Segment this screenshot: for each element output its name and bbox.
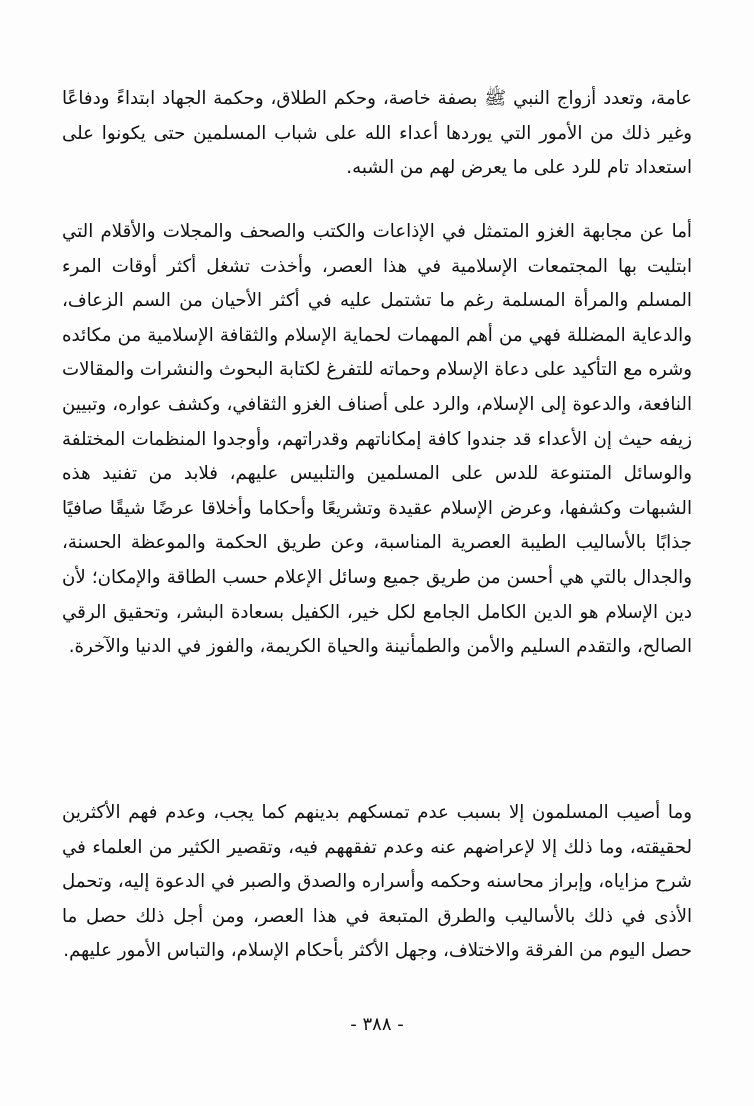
paragraph-1: عامة، وتعدد أزواج النبي ﷺ بصفة خاصة، وحكم الطلاق، وحكمة الجهاد ابتداءً ودفاعًا وغير ذلك من الأمور التي يوردها أعداء الله على شباب المسلمين حتى يكونوا على استعداد تام للرد على ما يعرض لهم من الشبه. <box>62 88 692 179</box>
paragraph-3: وما أصيب المسلمون إلا بسبب عدم تمسكهم بدينهم كما يجب، وعدم فهم الأكثرين لحقيقته، وما ذلك إلا لإعراضهم عنه وعدم تفقههم فيه، وتقصير الكثير من العلماء في شرح مزاياه، وإبراز محاسنه وحكمه وأسراره والصدق والصبر في الدعوة إليه، وتحمل الأذى في ذلك بالأساليب والطرق المتبعة في هذا العصر، ومن أجل ذلك حصل ما حصل اليوم من الفرقة والاختلاف، وجهل الأكثر بأحكام الإسلام، والتباس الأمور عليهم. <box>62 802 692 962</box>
paragraph-2: أما عن مجابهة الغزو المتمثل في الإذاعات والكتب والصحف والمجلات والأقلام التي ابتليت بها المجتمعات الإسلامية في هذا العصر، وأخذت تشغل أكثر أوقات المرء المسلم والمرأة المسلمة رغم ما تشتمل عليه في أكثر الأحيان من السم الزعاف، والدعاية المضللة فهي من أهم المهمات لحماية الإسلام والثقافة الإسلامية من مكائده وشره مع التأكيد على دعاة الإسلام وحماته للتفرغ لكتابة البحوث والنشرات والمقالات النافعة، والدعوة إلى الإسلام، والرد على أصناف الغزو الثقافي، وكشف عواره، وتبيين زيفه حيث إن الأعداء قد جندوا كافة إمكاناتهم وقدراتهم، وأوجدوا المنظمات المختلفة والوسائل المتنوعة للدس على المسلمين والتلبيس عليهم، فلابد من تفنيد هذه الشبهات وكشفها، وعرض الإسلام عقيدة وتشريعًا وأحكاما وأخلاقا عرضًا شيقًا صافيًا جذابًا بالأساليب الطيبة العصرية المناسبة، وعن طريق الحكمة والموعظة الحسنة، والجدال بالتي هي أحسن من طريق جميع وسائل الإعلام حسب الطاقة والإمكان؛ لأن دين الإسلام هو الدين الكامل الجامع لكل خير، الكفيل بسعادة البشر، وتحقيق الرقي الصالح، والتقدم السليم والأمن والطمأنينة والحياة الكريمة، والفوز في الدنيا والآخرة. <box>62 221 692 658</box>
page-number: - ٣٨٨ - <box>350 1014 404 1035</box>
